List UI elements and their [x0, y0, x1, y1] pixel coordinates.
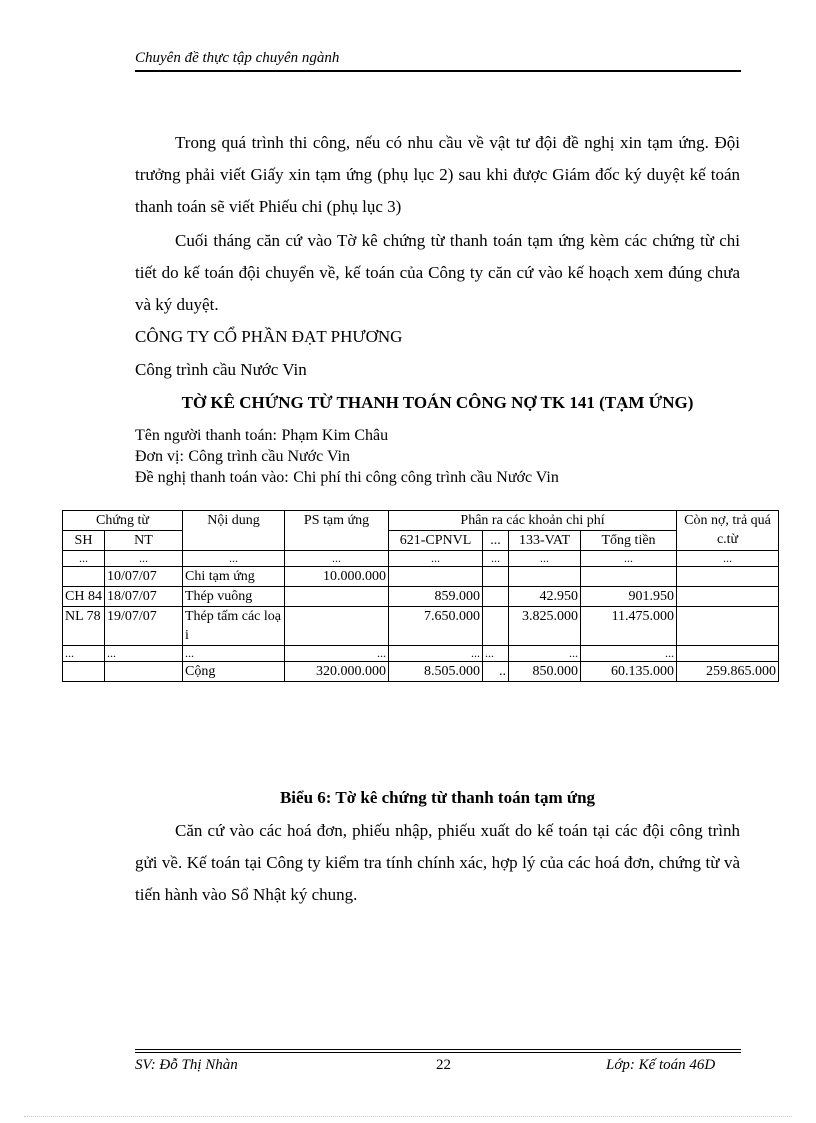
cell-content: Cộng — [183, 662, 285, 682]
cell-content: Chi tạm ứng — [183, 567, 285, 587]
cell-621: 859.000 — [389, 587, 483, 607]
cell-621: ... — [389, 646, 483, 662]
unit-line — [135, 446, 350, 467]
cell-content: Thép tấm các loại — [183, 607, 285, 646]
paragraph-month-end: Cuối tháng căn cứ vào Tờ kê chứng từ thanh toán tạm ứng kèm các chứng từ chi tiết do kế toán đội chuyển về, kế toán của Công ty căn cứ vào kế hoạch xem đúng chưa và ký duyệt. — [135, 231, 740, 314]
cell-remaining — [677, 567, 779, 587]
footer-student: SV: Đỗ Thị Nhàn — [135, 1057, 238, 1073]
table-header-row — [63, 511, 779, 531]
cell-621: 8.505.000 — [389, 662, 483, 682]
header-remaining: Còn nợ, trả quá c.từ — [677, 511, 779, 551]
unit-value: Công trình cầu Nước Vin — [188, 448, 350, 465]
cell-ps — [285, 607, 389, 646]
cell-remaining — [677, 587, 779, 607]
cell-ps — [285, 587, 389, 607]
cell-remaining: ... — [677, 551, 779, 567]
cell-dots — [483, 607, 509, 646]
paragraph-advance-request: Trong quá trình thi công, nếu có nhu cầu về vật tư đội đề nghị xin tạm ứng. Đội trưởng phải viết Giấy xin tạm ứng (phụ lục 2) sau khi được Giám đốc ký duyệt kế toán thanh toán sẽ viết Phiếu chi (phụ lục 3) — [135, 133, 740, 216]
cell-dots — [483, 587, 509, 607]
cell-sh — [63, 567, 105, 587]
table-row — [63, 551, 779, 567]
cell-nt: ... — [105, 551, 183, 567]
table-caption: Biểu 6: Tờ kê chứng từ thanh toán tạm ứng — [279, 788, 596, 807]
cell-content: ... — [183, 551, 285, 567]
header-breakdown: Phân ra các khoản chi phí — [389, 511, 677, 531]
paragraph-invoices: Căn cứ vào các hoá đơn, phiếu nhập, phiếu xuất do kế toán tại các đội công trình gửi về. Kế toán tại Công ty kiểm tra tính chính xác, hợp lý của các hoá đơn, chứng từ và tiến hành vào Sổ Nhật ký chung. — [135, 821, 740, 904]
footer-divider — [135, 1052, 741, 1053]
request-label: Đề nghị thanh toán vào: — [135, 469, 289, 486]
cell-total: 11.475.000 — [581, 607, 677, 646]
cell-remaining — [677, 646, 779, 662]
header-133: 133-VAT — [509, 531, 581, 551]
cell-sh — [63, 662, 105, 682]
unit-label: Đơn vị: — [135, 448, 184, 465]
settlement-table — [62, 510, 779, 682]
table-total-row — [63, 662, 779, 682]
cell-133: 3.825.000 — [509, 607, 581, 646]
cell-621 — [389, 567, 483, 587]
cell-dots: .. — [483, 662, 509, 682]
header-dots: ... — [483, 531, 509, 551]
cell-total: ... — [581, 551, 677, 567]
cell-133: 850.000 — [509, 662, 581, 682]
cell-ps: 10.000.000 — [285, 567, 389, 587]
cell-content: Thép vuông — [183, 587, 285, 607]
table-row — [63, 567, 779, 587]
running-header: Chuyên đề thực tập chuyên ngành — [135, 48, 741, 72]
table-row — [63, 607, 779, 646]
cell-nt: 10/07/07 — [105, 567, 183, 587]
cell-sh: ... — [63, 646, 105, 662]
request-line — [135, 467, 559, 488]
cell-133: 42.950 — [509, 587, 581, 607]
company-name: CÔNG TY CỔ PHẦN ĐẠT PHƯƠNG — [135, 327, 403, 346]
cell-133 — [509, 567, 581, 587]
header-ps: PS tạm ứng — [285, 511, 389, 551]
table-row — [63, 587, 779, 607]
cell-total: 60.135.000 — [581, 662, 677, 682]
cell-sh: ... — [63, 551, 105, 567]
footer-class: Lớp: Kế toán 46D — [606, 1057, 716, 1073]
cell-133: ... — [509, 646, 581, 662]
cell-remaining: 259.865.000 — [677, 662, 779, 682]
payer-value: Phạm Kim Châu — [281, 427, 389, 444]
cell-nt — [105, 662, 183, 682]
cell-621: ... — [389, 551, 483, 567]
cell-621: 7.650.000 — [389, 607, 483, 646]
header-content: Nội dung — [183, 511, 285, 551]
header-621: 621-CPNVL — [389, 531, 483, 551]
table-row — [63, 646, 779, 662]
cell-content: ... — [183, 646, 285, 662]
document-title: TỜ KÊ CHỨNG TỪ THANH TOÁN CÔNG NỢ TK 141 (TẠM ỨNG) — [181, 393, 694, 412]
header-sh: SH — [63, 531, 105, 551]
cell-total: ... — [581, 646, 677, 662]
request-value: Chi phí thi công công trình cầu Nước Vin — [293, 469, 559, 486]
cell-ps: 320.000.000 — [285, 662, 389, 682]
cell-total — [581, 567, 677, 587]
page-edge-divider — [24, 1116, 792, 1117]
header-nt: NT — [105, 531, 183, 551]
cell-sh: NL 78 — [63, 607, 105, 646]
cell-dots: ... — [483, 646, 509, 662]
page-number: 22 — [436, 1057, 451, 1073]
cell-ps: ... — [285, 551, 389, 567]
cell-ps: ... — [285, 646, 389, 662]
project-name: Công trình cầu Nước Vin — [135, 360, 307, 379]
cell-remaining — [677, 607, 779, 646]
footer-divider — [135, 1049, 741, 1050]
payer-line — [135, 425, 388, 446]
payer-label: Tên người thanh toán: — [135, 427, 277, 444]
table-subheader-row — [63, 531, 779, 551]
cell-nt: 19/07/07 — [105, 607, 183, 646]
cell-133: ... — [509, 551, 581, 567]
cell-nt: ... — [105, 646, 183, 662]
cell-nt: 18/07/07 — [105, 587, 183, 607]
cell-dots — [483, 567, 509, 587]
cell-dots: ... — [483, 551, 509, 567]
cell-sh: CH 84 — [63, 587, 105, 607]
header-voucher: Chứng từ — [63, 511, 183, 531]
cell-total: 901.950 — [581, 587, 677, 607]
header-total: Tổng tiền — [581, 531, 677, 551]
